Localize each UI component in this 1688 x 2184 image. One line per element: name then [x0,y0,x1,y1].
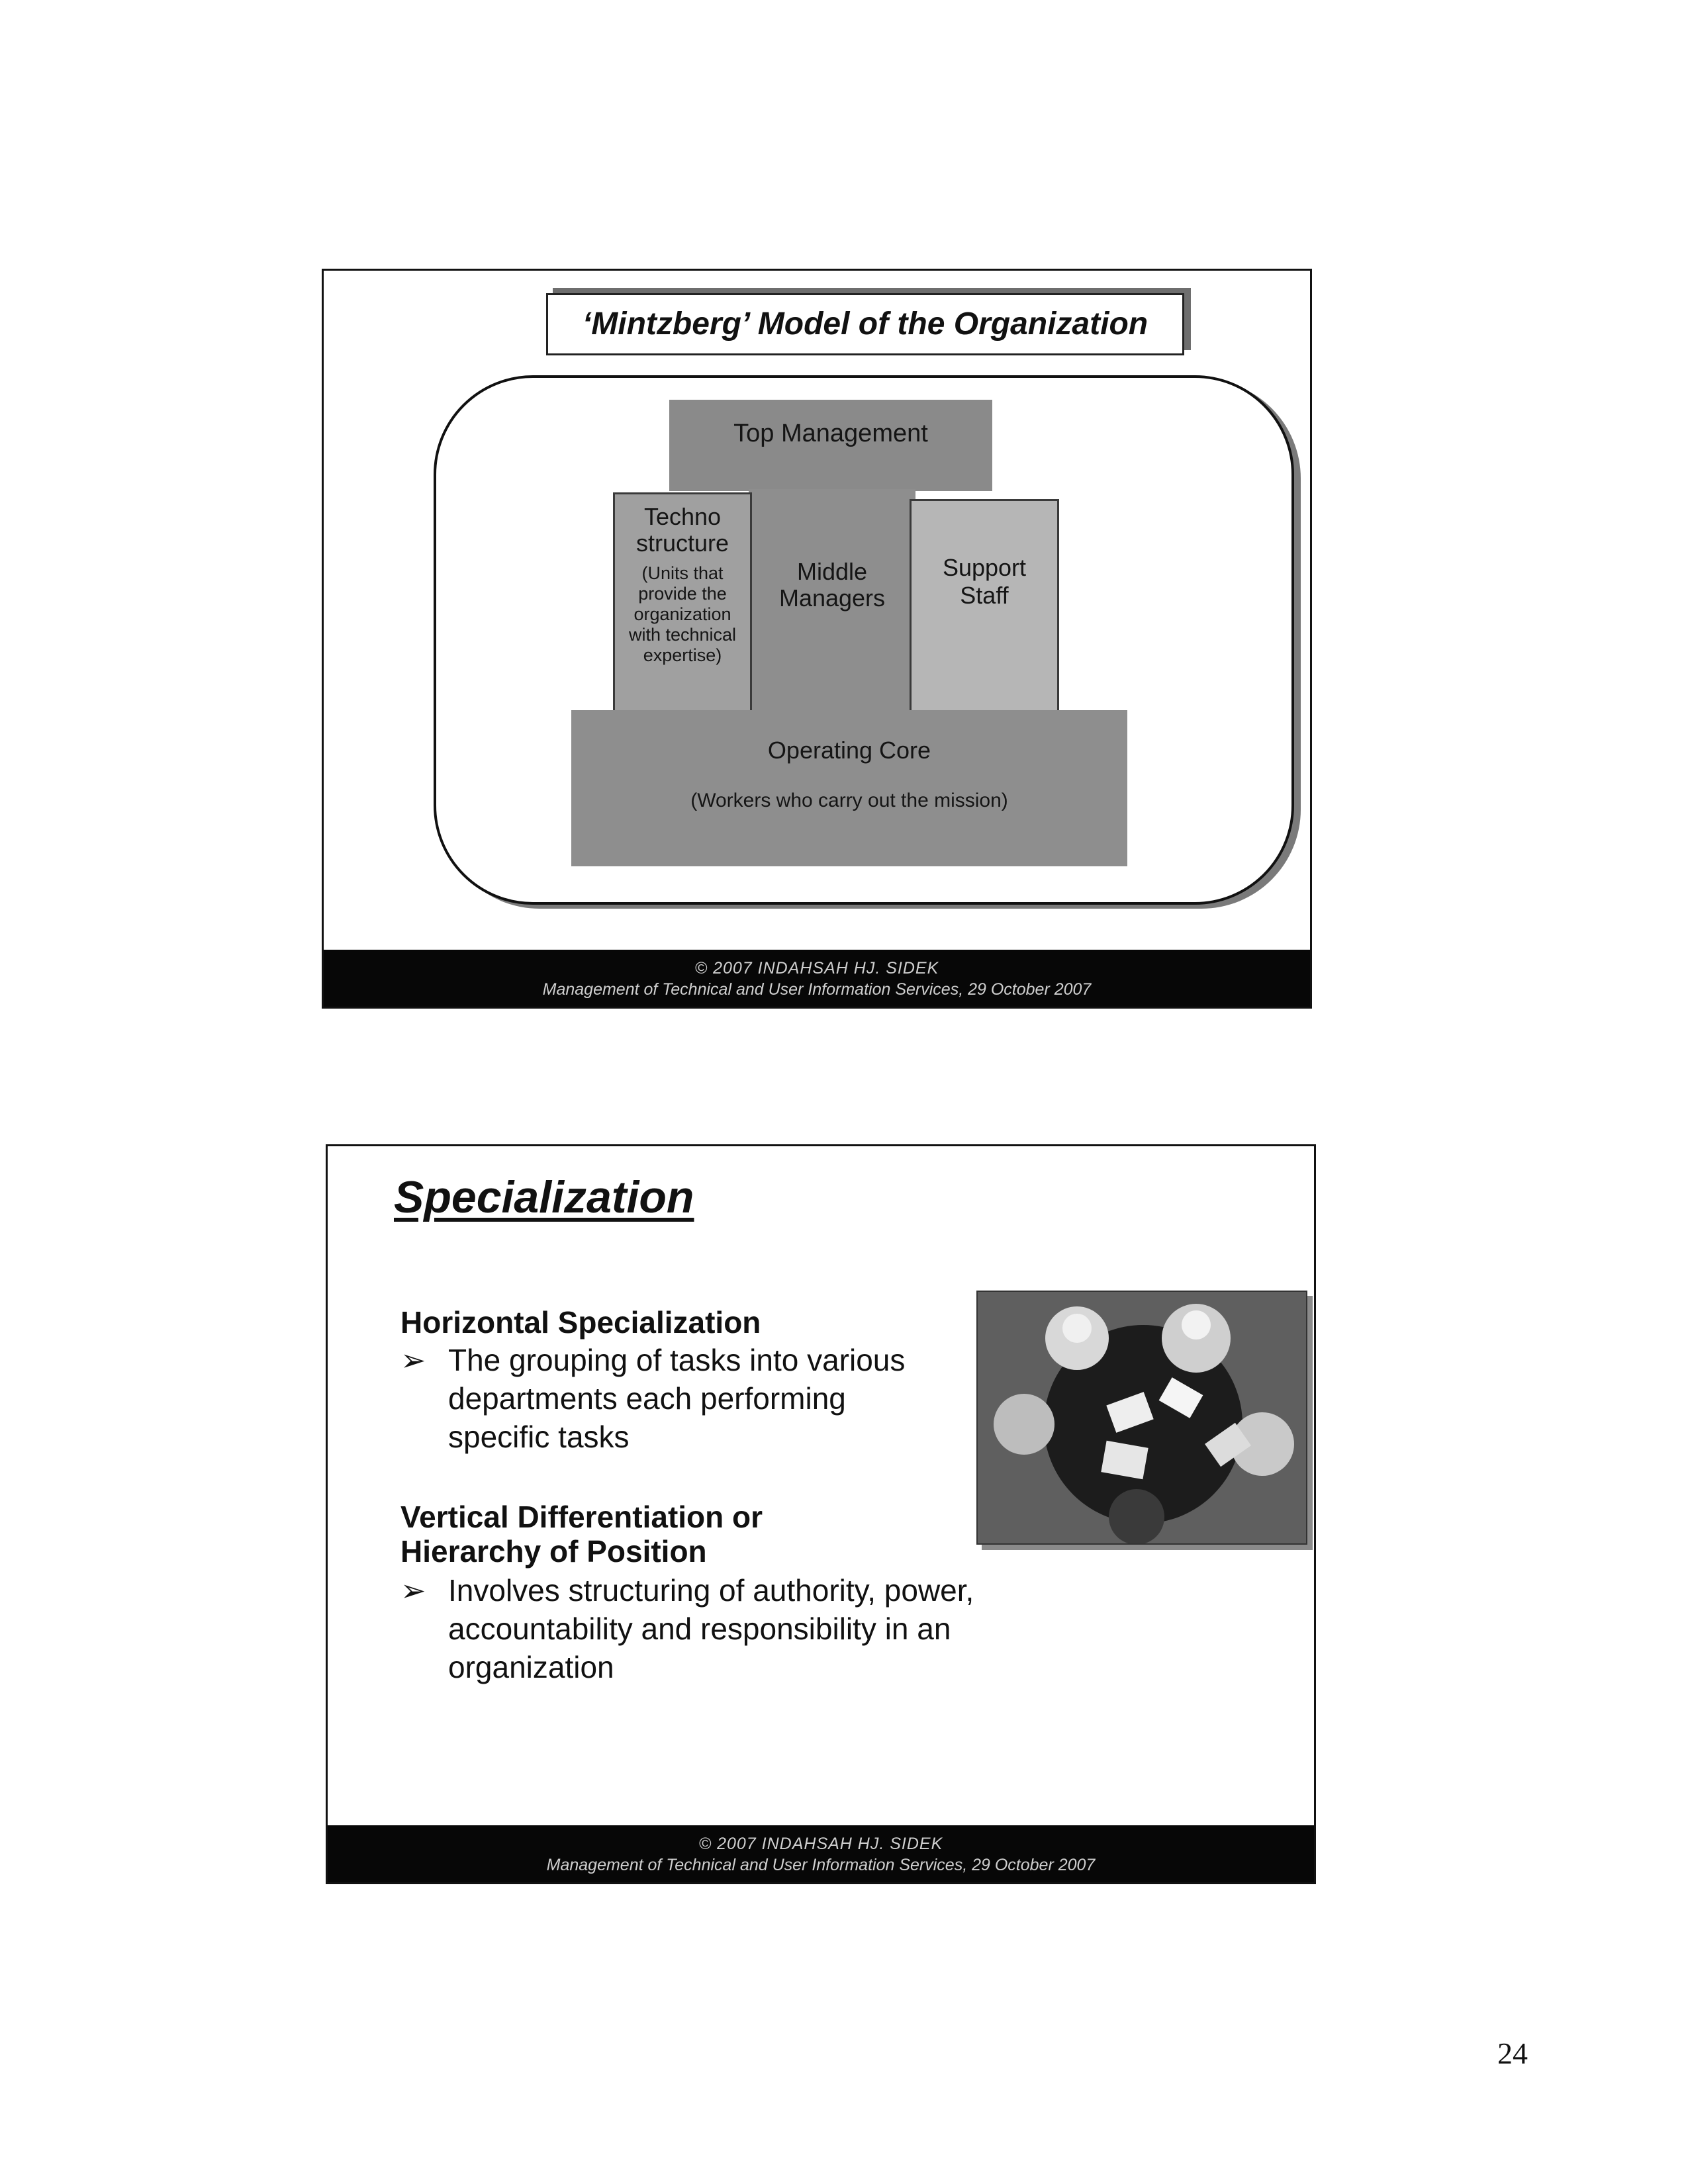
heading-line: Hierarchy of Position [400,1534,707,1569]
slide-footer [324,950,1310,1007]
technostructure-note-3: organization [633,604,731,624]
footer-copyright: © 2007 INDAHSAH HJ. SIDEK [694,959,939,978]
slide-mintzberg [322,269,1312,1009]
footer-course: Management of Technical and User Information Services, 29 October 2007 [546,1856,1096,1874]
middle-managers-line1: Middle [796,558,868,585]
technostructure-block [613,492,752,712]
vertical-differentiation-heading [400,1500,763,1569]
bullet-line: The grouping of tasks into various [448,1343,906,1377]
meeting-photo [976,1291,1307,1545]
technostructure-note [615,563,750,666]
technostructure-note-2: provide the [638,584,727,604]
page-number: 24 [1497,2036,1528,2070]
bullet-arrow-icon: ➢ [400,1573,426,1608]
technostructure-note-1: (Units that [641,563,724,583]
bullet-line: organization [448,1650,614,1684]
technostructure-title-1: Techno [643,503,722,530]
operating-core-block [571,710,1127,866]
horizontal-bullet [400,1341,905,1456]
technostructure-note-4: with technical [628,625,737,645]
support-staff-line2: Staff [960,582,1009,609]
slide-specialization [326,1144,1316,1884]
technostructure-title-2: structure [635,529,729,557]
operating-core-note: (Workers who carry out the mission) [690,790,1008,811]
middle-managers-block [749,489,915,714]
slide-title: ‘Mintzberg’ Model of the Organization [546,293,1184,355]
heading-line: Vertical Differentiation or [400,1500,763,1534]
support-staff-line1: Support [942,554,1027,581]
vertical-bullet [400,1571,974,1686]
footer-course: Management of Technical and User Information Services, 29 October 2007 [542,980,1092,999]
bullet-line: accountability and responsibility in an [448,1612,951,1646]
bullet-arrow-icon: ➢ [400,1343,426,1377]
support-staff-block [910,499,1059,712]
slide-footer [328,1825,1314,1882]
top-management-block: Top Management [669,400,992,491]
bullet-line: Involves structuring of authority, power, [448,1573,974,1608]
operating-core-title: Operating Core [767,737,931,764]
bullet-line: specific tasks [448,1420,630,1454]
horizontal-specialization-heading: Horizontal Specialization [400,1305,761,1340]
slide-title: Specialization [394,1172,694,1222]
bullet-line: departments each performing [448,1381,846,1416]
technostructure-note-5: expertise) [643,645,722,665]
middle-managers-line2: Managers [778,584,886,612]
footer-copyright: © 2007 INDAHSAH HJ. SIDEK [698,1835,943,1853]
meeting-photo-illustration [978,1292,1306,1543]
